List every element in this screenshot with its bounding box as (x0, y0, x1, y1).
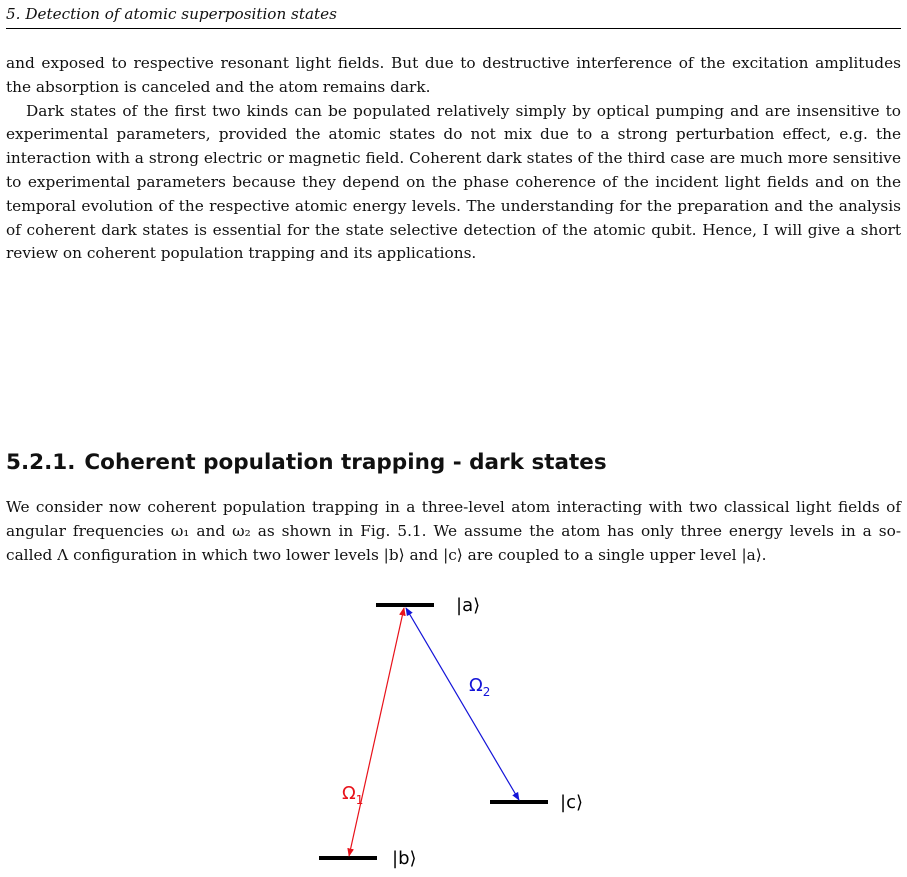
level-c-label: |c⟩ (560, 792, 583, 813)
section-title: Coherent population trapping - dark states (84, 450, 607, 475)
running-head: 5. Detection of atomic superposition states (6, 4, 901, 29)
level-a-label: |a⟩ (456, 595, 481, 616)
paragraph-three-level-atom: We consider now coherent population trapping in a three-level atom interacting with two classical light fields of angular frequencies ω₁ and ω₂ as shown in Fig. 5.1. We assume the atom has only three energy levels in a so-called Λ configuration in which two lower levels |b⟩ and |c⟩ are coupled to a single upper level |a⟩. (6, 498, 901, 564)
lambda-level-diagram (0, 560, 907, 877)
section-number: 5.2.1. (6, 450, 76, 475)
paragraph-continuation: and exposed to respective resonant light fields. But due to destructive interference of the excitation amplitudes the absorption is canceled and the atom remains dark. (6, 54, 901, 96)
paragraph-dark-states: Dark states of the first two kinds can be populated relatively simply by optical pumping and are insensitive to experimental parameters, provided the atomic states do not mix due to a strong perturbation effect, e.g. the interaction with a strong electric or magnetic field. Coherent dark states of the third case are much more sensitive to experimental parameters because they depend on the phase coherence of the incident light fields and on the temporal evolution of the respective atomic energy levels. The understanding for the preparation and the analysis of coherent dark states is essential for the state selective detection of the atomic qubit. Hence, I will give a short review on coherent population trapping and its applications. (6, 101, 901, 263)
section-text (6, 496, 901, 567)
body-text (6, 52, 901, 266)
omega-1-transition-arrow (349, 608, 404, 856)
omega-2-transition-arrow (406, 608, 519, 800)
section-heading (6, 449, 901, 477)
omega-2-label: $\Omega_2$ (469, 675, 491, 699)
lambda-diagram-svg (0, 560, 907, 877)
omega-1-label: $\Omega_1$ (342, 783, 364, 807)
level-b-label: |b⟩ (392, 848, 417, 869)
